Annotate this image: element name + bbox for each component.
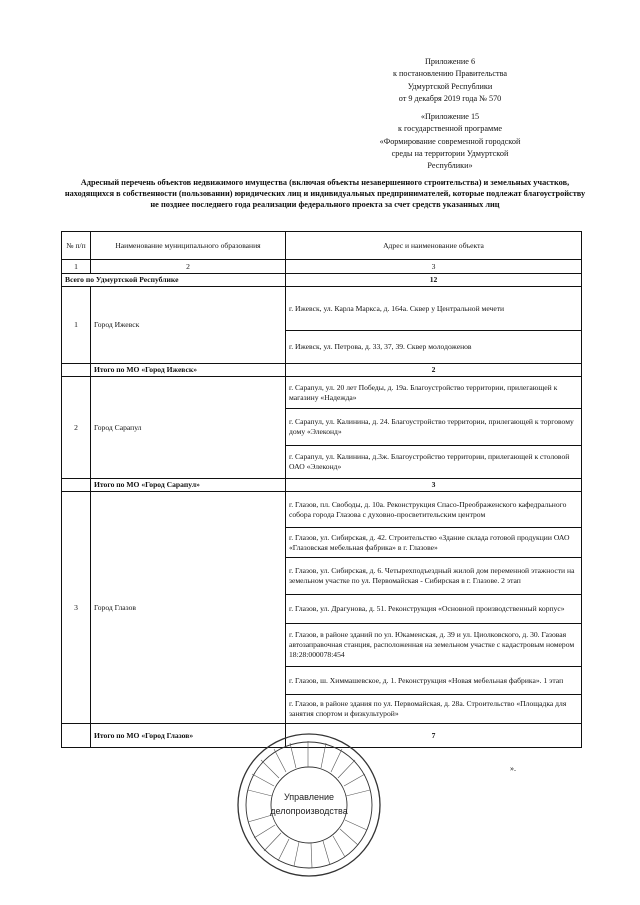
header-num: № п/п — [62, 232, 91, 260]
stamp-line-2: делопроизводства — [270, 806, 348, 816]
object-address: г. Сарапул, ул. Калинина, д.3ж. Благоустройство территории, прилегающей к столовой ОАО «Элеконд» — [286, 446, 582, 479]
header-line: к государственной программе — [397, 124, 503, 134]
object-address: г. Сарапул, ул. 20 лет Победы, д. 19а. Благоустройство территории, прилегающей к магазину «Надежда» — [286, 377, 582, 409]
header-line: от 9 декабря 2019 года № 570 — [398, 93, 502, 103]
object-address: г. Сарапул, ул. Калинина, д. 24. Благоустройство территории, прилегающей к торговому дому «Элеконд» — [286, 409, 582, 446]
header-line: Удмуртской Республики — [407, 81, 493, 91]
subtotal-label: Итого по МО «Город Глазов» — [91, 724, 286, 748]
table-header-row — [62, 232, 582, 260]
object-address: г. Глазов, в районе здания по ул. Первомайская, д. 28а. Строительство «Площадка для занятия спортом и физкультурой» — [286, 695, 582, 724]
object-address: г. Глазов, пл. Свободы, д. 10а. Реконструкция Спасо-Преображенского кафедрального собора города Глазова с духовно-просветительским центром — [286, 492, 582, 528]
group-number: 2 — [62, 377, 91, 479]
object-address: г. Глазов, ул. Сибирская, д. 6. Четырехподъездный жилой дом переменной этажности на земельном участке по ул. Первомайская - Сибирская в г. Глазове. 2 этап — [286, 558, 582, 595]
subtotal-value: 3 — [286, 479, 582, 492]
closing-quote-mark: ». — [510, 764, 516, 773]
address-table — [61, 231, 582, 748]
header-line: Республики» — [427, 161, 473, 171]
header-line: среды на территории Удмуртской — [391, 149, 509, 159]
subtotal-label: Итого по МО «Город Сарапул» — [91, 479, 286, 492]
group-number: 1 — [62, 287, 91, 364]
municipality-name: Город Сарапул — [91, 377, 286, 479]
subtotal-value: 2 — [286, 364, 582, 377]
object-address: г. Ижевск, ул. Петрова, д. 33, 37, 39. Сквер молодоженов — [286, 331, 582, 364]
header-municipality: Наименование муниципального образования — [91, 232, 286, 260]
column-numbers-row — [62, 260, 582, 274]
total-value: 12 — [286, 274, 582, 287]
header-address: Адрес и наименование объекта — [286, 232, 582, 260]
table-row — [62, 377, 582, 409]
object-address: г. Глазов, в районе зданий по ул. Юкаменская, д. 39 и ул. Циолковского, д. 30. Газовая автозаправочная станция, расположенная на земельном участке с кадастровым номером 18:28:000078:454 — [286, 624, 582, 667]
object-address: г. Глазов, ул. Драгунова, д. 51. Реконструкция «Основной производственный корпус» — [286, 595, 582, 624]
header-line: Приложение 6 — [424, 57, 476, 66]
municipality-name: Город Ижевск — [91, 287, 286, 364]
municipality-name: Город Глазов — [91, 492, 286, 724]
total-label: Всего по Удмуртской Республике — [62, 274, 286, 287]
header-line: «Приложение 15 — [420, 112, 480, 122]
col-number: 2 — [91, 260, 286, 274]
col-number: 1 — [62, 260, 91, 274]
table-row — [62, 287, 582, 331]
object-address: г. Ижевск, ул. Карла Маркса, д. 164а. Сквер у Центральной мечети — [286, 287, 582, 331]
subtotal-row — [62, 364, 582, 377]
document-title: Адресный перечень объектов недвижимого имущества (включая объекты незавершенного строительства) и земельных участков, находящихся в собственности (пользовании) юридических лиц и индивидуальных предпринимателей, которые подлежат благоустройству не позднее последнего года реализации федерального проекта за счет средств указанных лиц — [64, 178, 586, 209]
group-number: 3 — [62, 492, 91, 724]
stamp-line-1: Управление — [283, 792, 335, 802]
total-row — [62, 274, 582, 287]
header-line: «Формирование современной городской — [379, 136, 521, 146]
object-address: г. Глазов, ш. Химмашевское, д. 1. Реконструкция «Новая мебельная фабрика». 1 этап — [286, 667, 582, 695]
subtotal-value: 7 — [286, 724, 582, 748]
subtotal-row — [62, 479, 582, 492]
col-number: 3 — [286, 260, 582, 274]
object-address: г. Глазов, ул. Сибирская, д. 42. Строительство «Здание склада готовой продукции ОАО «Глазовская мебельная фабрика» в г. Глазове» — [286, 528, 582, 558]
appendix-header — [360, 56, 540, 173]
seal-stamp-icon — [234, 730, 384, 880]
table-row — [62, 492, 582, 528]
header-line: к постановлению Правительства — [392, 69, 508, 79]
subtotal-label: Итого по МО «Город Ижевск» — [91, 364, 286, 377]
